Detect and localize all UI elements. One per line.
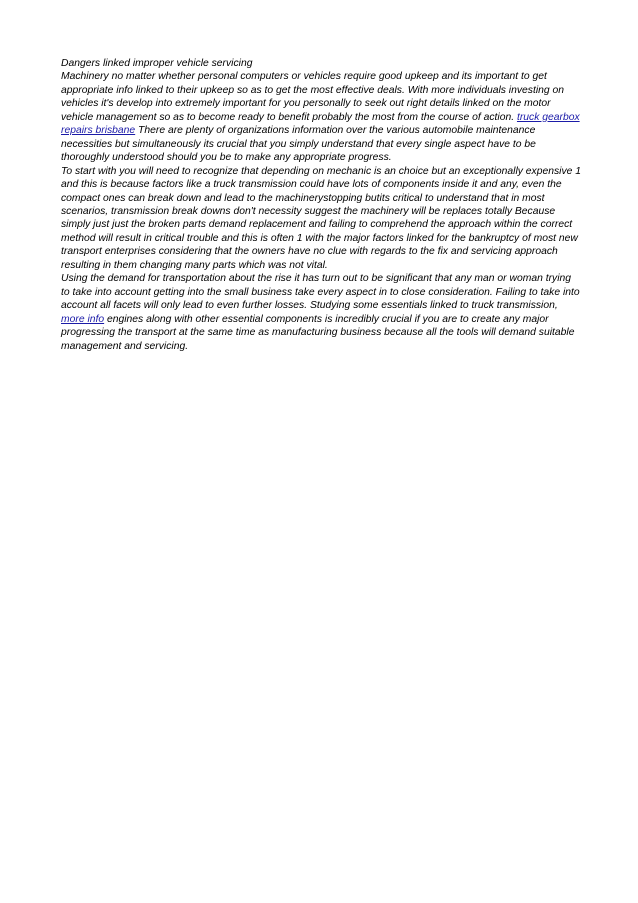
paragraph-transport-demand [61, 272, 581, 353]
paragraph-3-text-before-link: Using the demand for transportation about the rise it has turn out to be significant that any man or woman trying to take into account getting into the small business take every aspect in to close consideration. Failing to take into account all facets will only lead to even further losses. Studying some essentials linked to truck transmission, [61, 273, 580, 312]
paragraph-1-text-before-link: Machinery no matter whether personal computers or vehicles require good upkeep and its important to get appropriate info linked to their upkeep so as to get the most effective deals. With more individuals investing on vehicles it's develop into extremely important for you personally to seek out right details linked on the motor vehicle management so as to become ready to benefit probably the most from the course of action. [61, 71, 565, 123]
paragraph-maintenance-intro [61, 70, 581, 164]
more-info-link[interactable]: more info [61, 313, 105, 325]
truck-gearbox-repairs-link[interactable]: truck gearbox repairs brisbane [61, 111, 580, 137]
paragraph-mechanic-cost: To start with you will need to recognize that depending on mechanic is an choice but an exceptionally expensive 1 and this is because factors like a truck transmission could have lots of components inside it and any, even the compact ones can break down and lead to the machinerystopping butits critical to understand that in most scenarios, transmission break downs don't necessity suggest the machinery will be replaces totally Because simply just just the broken parts demand replacement and failing to comprehend the approach within the correct method will result in critical trouble and this is often 1 with the major factors linked for the bankruptcy of most new transport enterprises considering that the owners have no clue with regards to the fix and servicing approach resulting in them changing many parts which was not vital. [61, 165, 582, 271]
paragraph-3-text-after-link: engines along with other essential components is incredibly crucial if you are to create any major progressing the transport at the same time as manufacturing business because all the tools will demand suitable management and servicing. [61, 313, 575, 352]
document-title: Dangers linked improper vehicle servicing [61, 58, 253, 69]
paragraph-1-text-after-link: There are plenty of organizations information over the various automobile maintenance necessities but simultaneously its crucial that you simply understand that every single aspect have to be thoroughly understood should you be to make any appropriate progress. [61, 125, 536, 164]
document-body [61, 57, 581, 353]
